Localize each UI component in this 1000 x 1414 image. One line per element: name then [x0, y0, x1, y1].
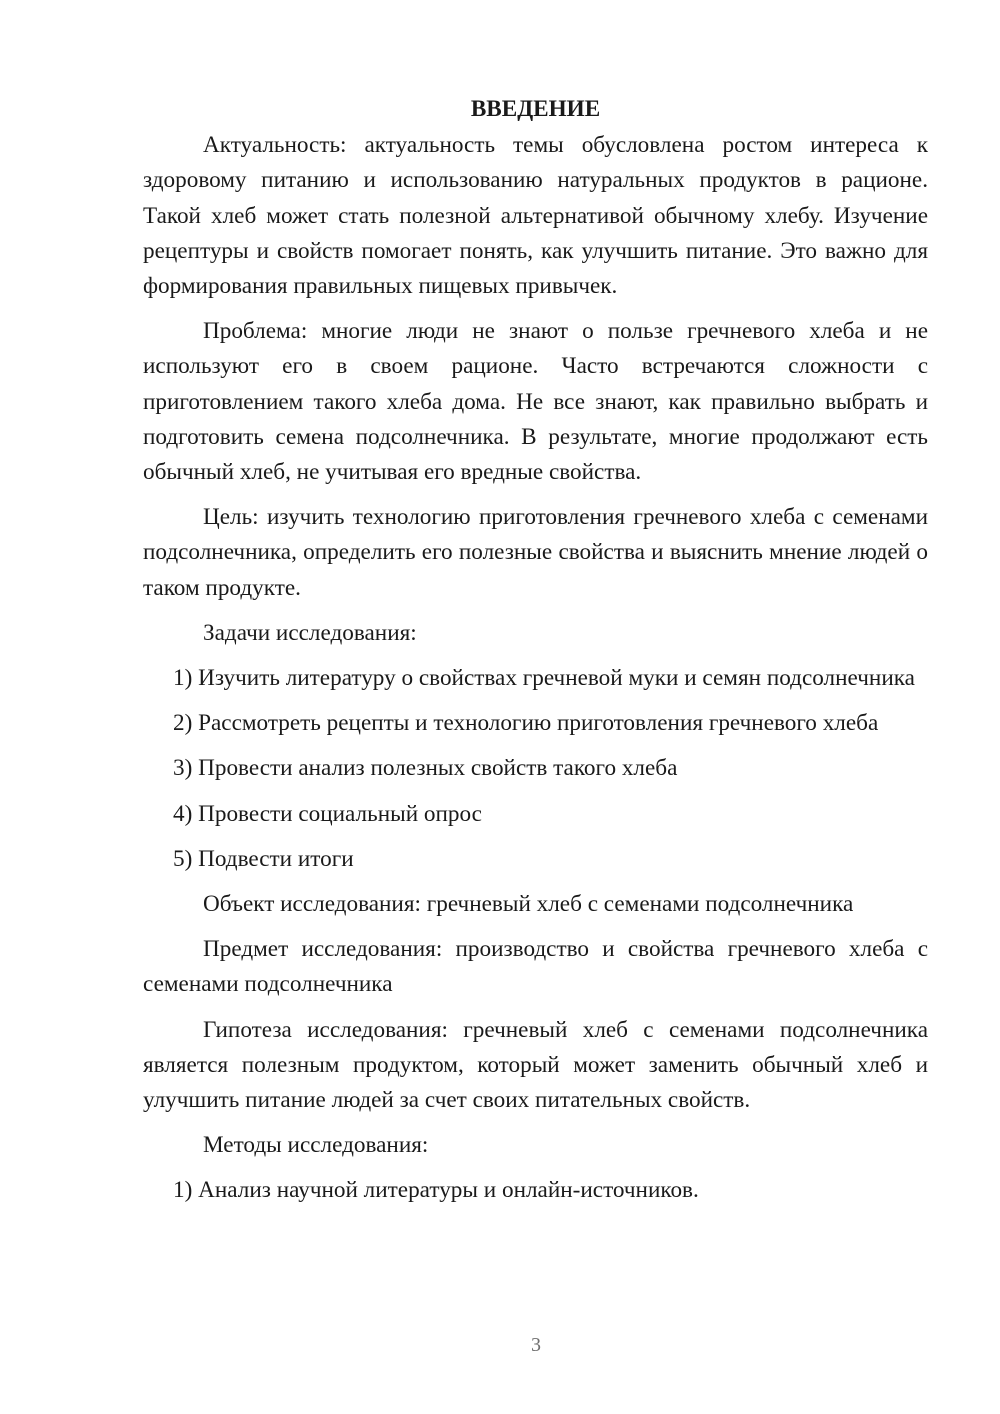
- tasks-heading: Задачи исследования:: [203, 619, 417, 646]
- task-item: 5) Подвести итоги: [173, 845, 354, 872]
- task-item: 3) Провести анализ полезных свойств такого хлеба: [173, 755, 678, 782]
- page-title: ВВЕДЕНИЕ: [470, 96, 601, 122]
- methods-heading: Методы исследования:: [203, 1132, 429, 1159]
- page-number: 3: [531, 1334, 541, 1356]
- problem-paragraph: Проблема: многие люди не знают о пользе гречневого хлеба и не используют его в своем рационе. Часто встречаются сложности с приготовлением такого хлеба дома. Не все знают, как правильно выбрать и подготовить семена подсолнечника. В результате, многие продолжают есть обычный хлеб, не учитывая его вредные свойства.: [143, 318, 928, 486]
- hypothesis-paragraph: Гипотеза исследования: гречневый хлеб с семенами подсолнечника является полезным продуктом, который может заменить обычный хлеб и улучшить питание людей за счет своих питательных свойств.: [143, 1016, 928, 1114]
- subject-paragraph: Предмет исследования: производство и свойства гречневого хлеба с семенами подсолнечника: [143, 936, 928, 998]
- task-item: 2) Рассмотреть рецепты и технологию приготовления гречневого хлеба: [173, 710, 879, 737]
- goal-paragraph: Цель: изучить технологию приготовления гречневого хлеба с семенами подсолнечника, определить его полезные свойства и выяснить мнение людей о таком продукте.: [143, 504, 928, 601]
- task-item: 1) Изучить литературу о свойствах гречневой муки и семян подсолнечника: [173, 665, 915, 692]
- task-item: 4) Провести социальный опрос: [173, 800, 482, 827]
- object-paragraph: Объект исследования: гречневый хлеб с семенами подсолнечника: [203, 891, 854, 918]
- relevance-paragraph: Актуальность: актуальность темы обусловлена ростом интереса к здоровому питанию и использованию натуральных продуктов в рационе. Такой хлеб может стать полезной альтернативой обычному хлебу. Изучение рецептуры и свойств помогает понять, как улучшить питание. Это важно для формирования правильных пищевых привычек.: [143, 132, 928, 300]
- page-content: [143, 92, 928, 1219]
- method-item: 1) Анализ научной литературы и онлайн-источников.: [173, 1177, 699, 1204]
